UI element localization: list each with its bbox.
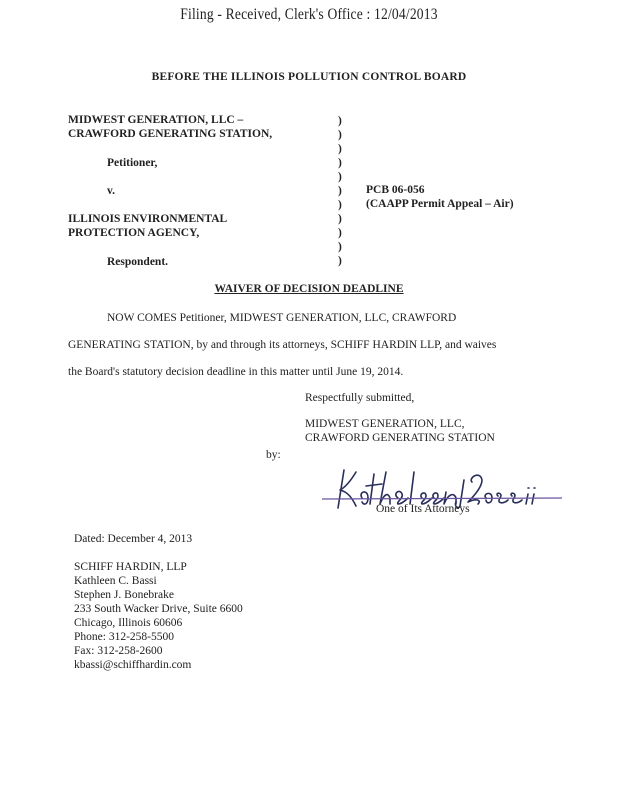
case-number: PCB 06-056 [366,184,425,196]
caption-paren: ) [338,115,342,127]
caption-paren: ) [338,171,342,183]
caption-paren: ) [338,213,342,225]
petitioner-role: Petitioner, [107,157,158,169]
firm-name: SCHIFF HARDIN, LLP [74,561,187,573]
dated-line: Dated: December 4, 2013 [74,533,193,545]
body-line-1: NOW COMES Petitioner, MIDWEST GENERATION, LLC, CRAWFORD [107,312,457,324]
firm-line: Kathleen C. Bassi [74,575,157,587]
waiver-heading: WAIVER OF DECISION DEADLINE [214,283,404,295]
firm-line: Stephen J. Bonebrake [74,589,174,601]
respondent-name-line1: ILLINOIS ENVIRONMENTAL [68,213,228,225]
body-line-3: the Board's statutory decision deadline in this matter until June 19, 2014. [68,366,404,378]
caption-paren: ) [338,157,342,169]
firm-email-link[interactable]: kbassi@schiffhardin.com [74,659,192,671]
body-line-2: GENERATING STATION, by and through its attorneys, SCHIFF HARDIN LLP, and waives [68,339,497,351]
firm-line: Chicago, Illinois 60606 [74,617,183,629]
filing-stamp: Filing - Received, Clerk's Office : 12/04/2013 [180,6,438,23]
caption-paren: ) [338,241,342,253]
closing: Respectfully submitted, [305,392,415,404]
petitioner-name-line1: MIDWEST GENERATION, LLC – [68,114,244,126]
party-line-1: MIDWEST GENERATION, LLC, [305,418,465,430]
firm-line: 233 South Wacker Drive, Suite 6600 [74,603,243,615]
caption-paren: ) [338,255,342,267]
caption-paren: ) [338,199,342,211]
respondent-role: Respondent. [107,256,169,268]
firm-line: Fax: 312-258-2600 [74,645,163,657]
petitioner-name-line2: CRAWFORD GENERATING STATION, [68,128,273,140]
caption-paren: ) [338,129,342,141]
signer-caption: One of Its Attorneys [376,503,470,515]
caption-paren: ) [338,185,342,197]
case-type: (CAAPP Permit Appeal – Air) [366,198,514,210]
firm-line: Phone: 312-258-5500 [74,631,174,643]
caption-paren: ) [338,143,342,155]
respondent-name-line2: PROTECTION AGENCY, [68,227,200,239]
caption-paren: ) [338,227,342,239]
versus-label: v. [107,185,115,197]
party-line-2: CRAWFORD GENERATING STATION [305,432,495,444]
by-label: by: [266,449,281,461]
board-title: BEFORE THE ILLINOIS POLLUTION CONTROL BOARD [151,71,467,83]
